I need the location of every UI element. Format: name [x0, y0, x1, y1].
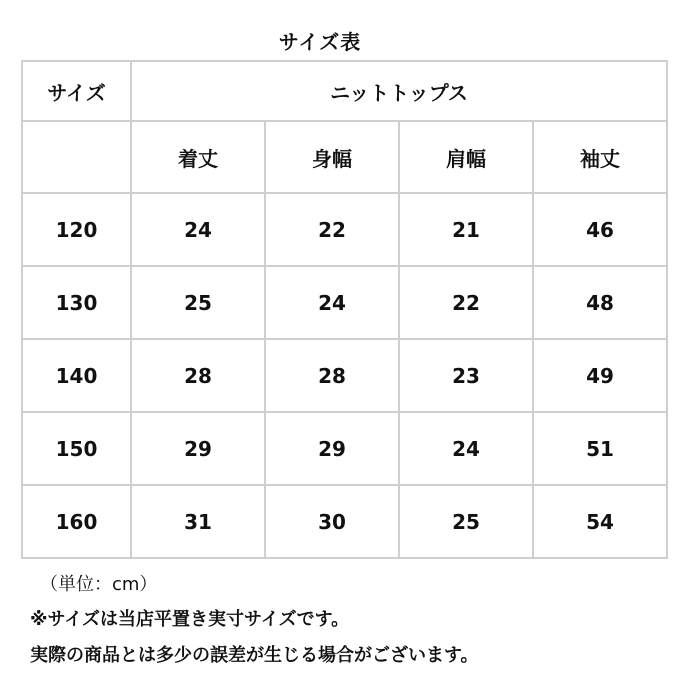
size-cell: 160 [22, 485, 131, 558]
value-cell: 24 [399, 412, 533, 485]
value-cell: 29 [265, 412, 399, 485]
value-cell: 24 [131, 193, 265, 266]
table-row [22, 339, 667, 412]
value-cell: 30 [265, 485, 399, 558]
value-cell: 54 [533, 485, 667, 558]
size-cell: 120 [22, 193, 131, 266]
column-header-shoulder: 肩幅 [399, 121, 533, 193]
value-cell: 46 [533, 193, 667, 266]
value-cell: 31 [131, 485, 265, 558]
measurement-note: ※サイズは当店平置き実寸サイズです。 [30, 609, 350, 630]
column-header-sleeve: 袖丈 [533, 121, 667, 193]
empty-header-cell [22, 121, 131, 193]
table-row [22, 193, 667, 266]
value-cell: 22 [265, 193, 399, 266]
value-cell: 28 [131, 339, 265, 412]
variance-note: 実際の商品とは多少の誤差が生じる場合がございます。 [30, 645, 479, 666]
table-header-row [22, 61, 667, 121]
table-row [22, 266, 667, 339]
column-header-row [22, 121, 667, 193]
value-cell: 28 [265, 339, 399, 412]
value-cell: 22 [399, 266, 533, 339]
value-cell: 49 [533, 339, 667, 412]
notes [30, 568, 690, 674]
size-table [21, 60, 668, 559]
size-cell: 140 [22, 339, 131, 412]
value-cell: 25 [399, 485, 533, 558]
column-header-width: 身幅 [265, 121, 399, 193]
table-row [22, 412, 667, 485]
value-cell: 21 [399, 193, 533, 266]
page-title: サイズ表 [278, 30, 362, 54]
unit-note: （単位：cm） [40, 574, 158, 595]
value-cell: 24 [265, 266, 399, 339]
size-cell: 150 [22, 412, 131, 485]
value-cell: 51 [533, 412, 667, 485]
group-header: ニットトップス [131, 61, 667, 121]
column-header-length: 着丈 [131, 121, 265, 193]
value-cell: 23 [399, 339, 533, 412]
size-header: サイズ [22, 61, 131, 121]
value-cell: 25 [131, 266, 265, 339]
value-cell: 48 [533, 266, 667, 339]
size-cell: 130 [22, 266, 131, 339]
value-cell: 29 [131, 412, 265, 485]
table-row [22, 485, 667, 558]
